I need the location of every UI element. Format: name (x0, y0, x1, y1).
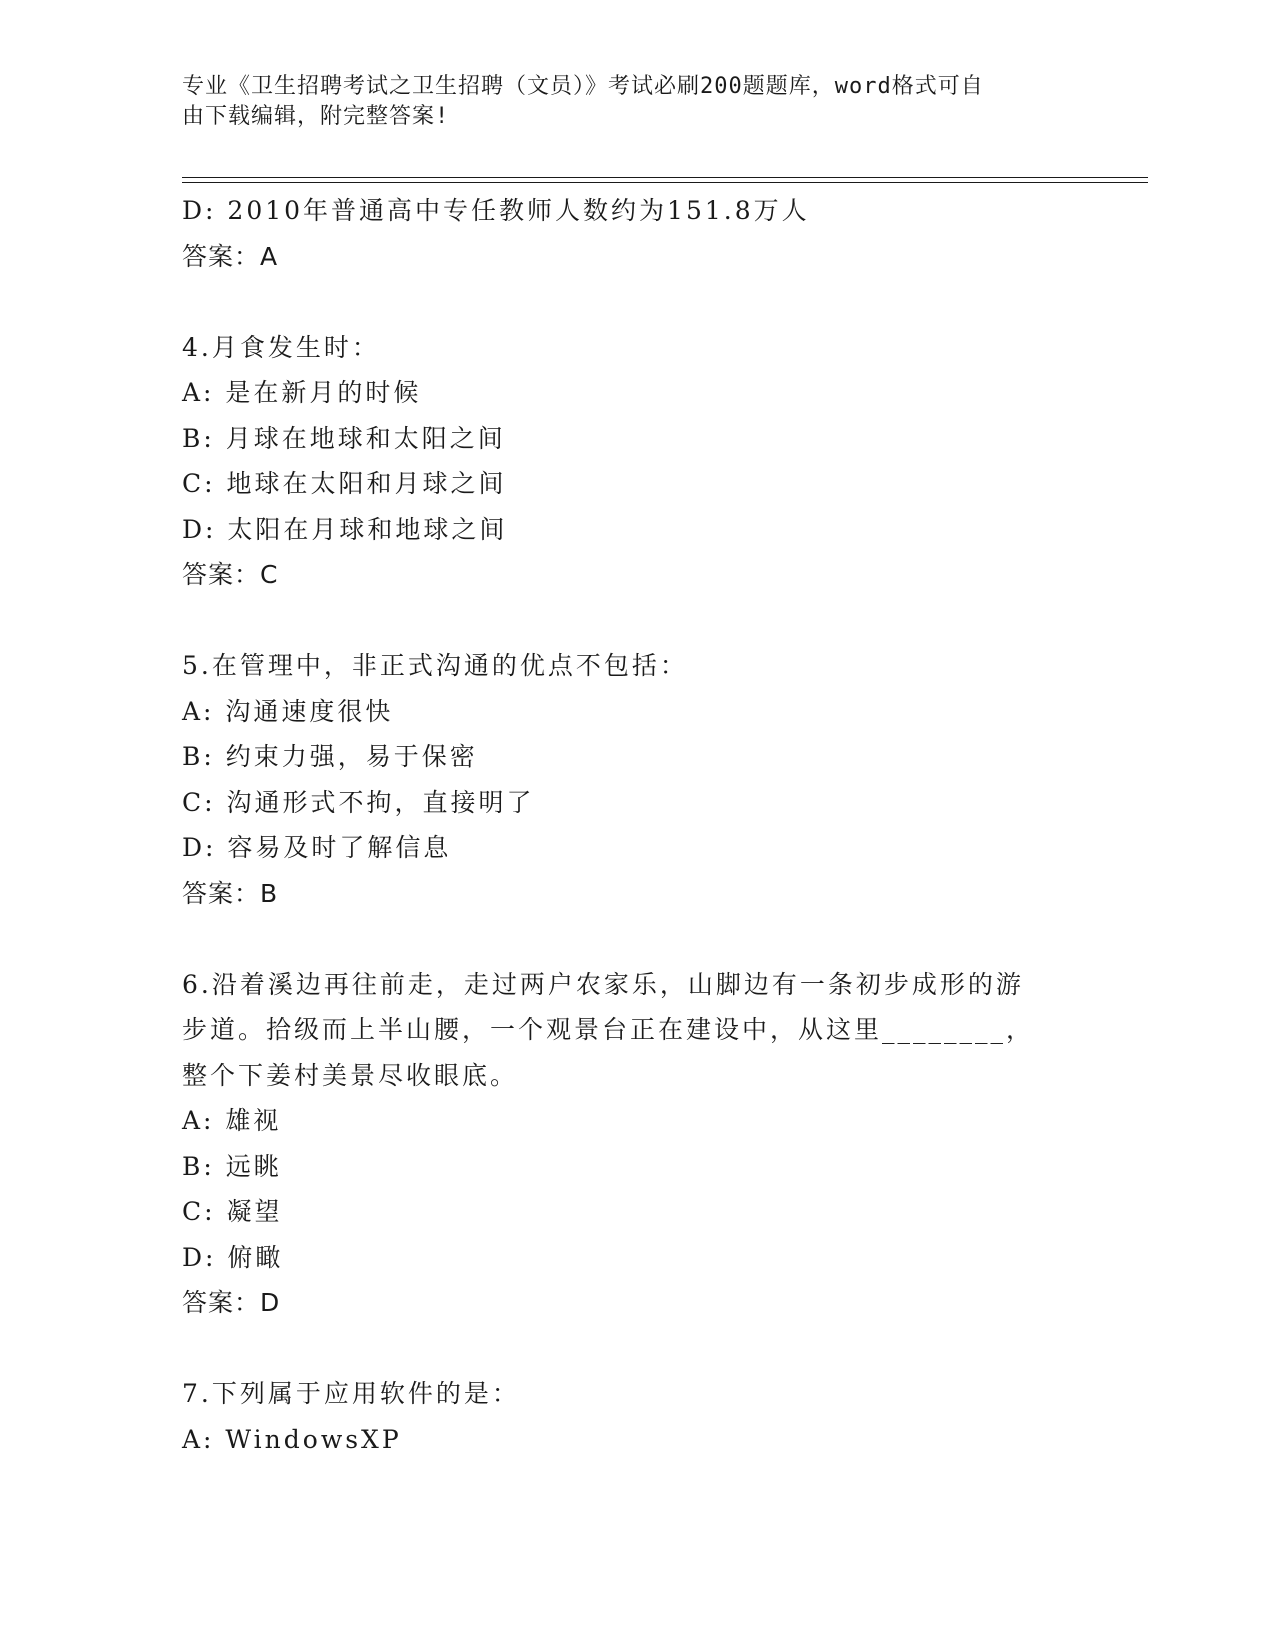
option-b: B: 远眺 (182, 1151, 282, 1181)
option-c: C: 凝望 (182, 1197, 283, 1226)
header-line-1: 专业《卫生招聘考试之卫生招聘（文员）》考试必刷200题题库，word格式可自 (182, 74, 984, 99)
option-d: D: 俯瞰 (182, 1242, 284, 1272)
spacer (182, 916, 1082, 962)
option-b: B: 约束力强，易于保密 (182, 742, 478, 771)
option-a: A: 是在新月的时候 (182, 378, 422, 407)
question-stem: 4.月食发生时： (182, 332, 380, 362)
option-d: D: 2010年普通高中专任教师人数约为151.8万人 (182, 196, 810, 225)
option-a: A: 沟通速度很快 (182, 696, 394, 726)
question-stem: 5.在管理中，非正式沟通的优点不包括： (182, 651, 688, 680)
question-block-3 (182, 188, 1082, 279)
answer-line: 答案：A (182, 241, 279, 271)
header-rule-bottom (182, 182, 1148, 183)
spacer (182, 598, 1082, 644)
question-block-4 (182, 325, 1082, 598)
question-stem-line-1: 6.沿着溪边再往前走，走过两户农家乐，山脚边有一条初步成形的游 (182, 969, 1024, 999)
option-d: D: 太阳在月球和地球之间 (182, 514, 508, 544)
option-b: B: 月球在地球和太阳之间 (182, 423, 506, 453)
option-a: A: 雄视 (182, 1106, 282, 1135)
header-line-2: 由下载编辑，附完整答案! (182, 104, 450, 129)
option-a: A: WindowsXP (182, 1424, 402, 1454)
question-block-6 (182, 962, 1082, 1326)
answer-line: 答案：B (182, 878, 279, 908)
spacer (182, 279, 1082, 325)
question-stem-line-2: 步道。拾级而上半山腰，一个观景台正在建设中，从这里________， (182, 1015, 1035, 1044)
question-content (182, 188, 1082, 1462)
document-header (182, 72, 1062, 132)
question-block-7 (182, 1371, 1082, 1462)
question-stem-line-3: 整个下姜村美景尽收眼底。 (182, 1060, 519, 1090)
spacer (182, 1326, 1082, 1372)
header-rule-top (182, 177, 1148, 178)
answer-line: 答案：C (182, 560, 279, 589)
question-stem: 7.下列属于应用软件的是： (182, 1379, 520, 1408)
option-c: C: 沟通形式不拘，直接明了 (182, 787, 535, 817)
option-c: C: 地球在太阳和月球之间 (182, 469, 507, 498)
question-block-5 (182, 643, 1082, 916)
option-d: D: 容易及时了解信息 (182, 833, 452, 862)
answer-line: 答案：D (182, 1288, 281, 1317)
